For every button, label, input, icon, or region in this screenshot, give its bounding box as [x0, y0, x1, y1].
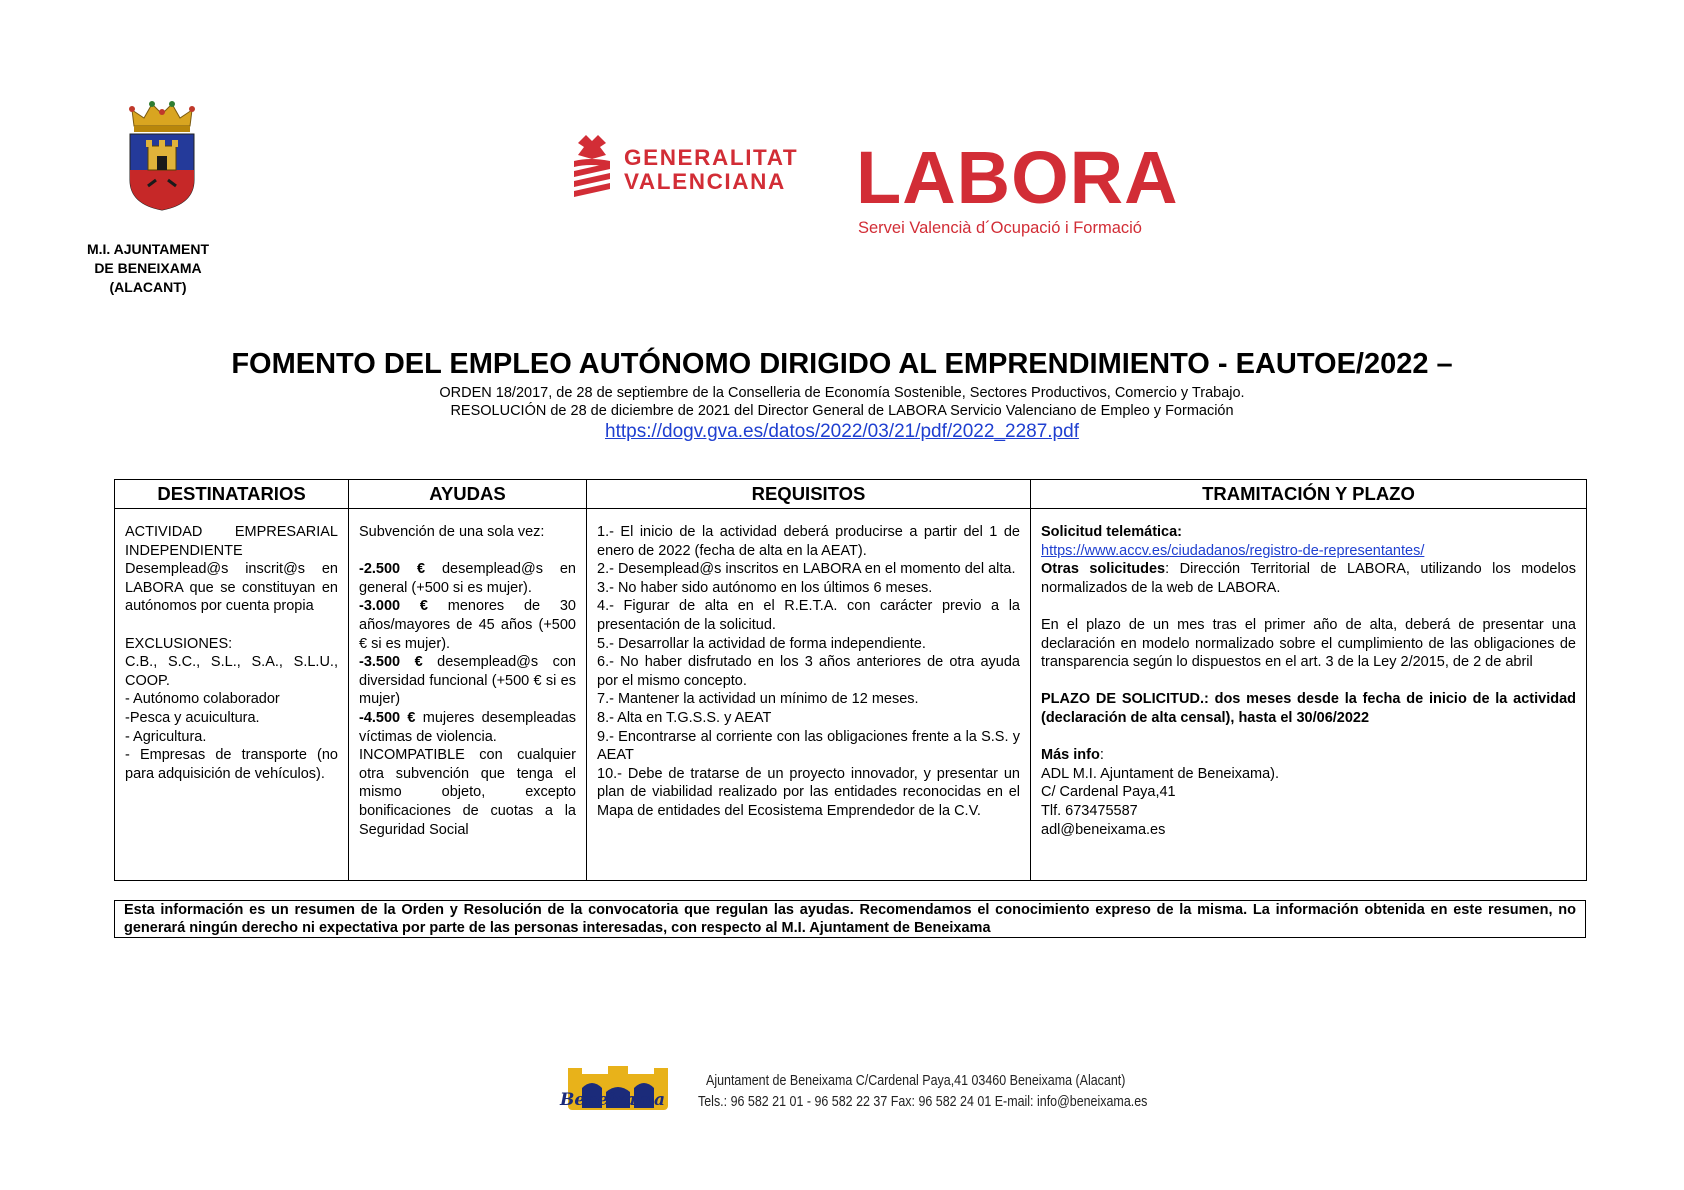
municipality-line: (ALACANT): [109, 279, 187, 295]
requisito-item: 3.- No haber sido autónomo en los últimos 6 meses.: [597, 579, 933, 596]
ayuda-item: [359, 709, 576, 746]
ayuda-amount: -3.000 €: [359, 598, 428, 615]
requisito-item: 6.- No haber disfrutado en los 3 años anteriores de otra ayuda por el mismo concepto.: [597, 654, 1020, 689]
generalitat-line1: GENERALITAT: [624, 145, 799, 170]
exclusions-title: EXCLUSIONES:: [125, 635, 233, 652]
telematica-link-wrapper: [1041, 542, 1576, 561]
dogv-link-wrapper: [0, 421, 1684, 443]
ayuda-text: menores de 30 años/mayores de 45 años (+500 € si es mujer).: [359, 598, 576, 652]
exclusion-item: C.B., S.C., S.L., S.A., S.L.U., COOP.: [125, 654, 338, 689]
municipality-name: [60, 240, 236, 297]
contact-line: Tlf. 673475587: [1041, 802, 1138, 819]
resolucion-reference: RESOLUCIÓN de 28 de diciembre de 2021 del Director General de LABORA Servicio Valenciano de Empleo y Formación: [450, 403, 1234, 419]
ayuda-text: desemplead@s con diversidad funcional (+500 € si es mujer): [359, 654, 576, 708]
accv-link[interactable]: https://www.accv.es/ciudadanos/registro-de-representantes/: [1041, 542, 1425, 559]
mas-info-colon: :: [1099, 747, 1104, 764]
ayuda-text: desemplead@s en general (+500 si es mujer).: [359, 561, 576, 596]
ayuda-amount: -4.500 €: [359, 709, 416, 726]
generalitat-line2: VALENCIANA: [624, 169, 786, 194]
generalitat-emblem-icon: [570, 133, 614, 203]
header-ayudas: AYUDAS: [349, 480, 587, 509]
table-row: [115, 509, 1587, 881]
contact-line: adl@beneixama.es: [1041, 821, 1166, 838]
requisito-item: 2.- Desemplead@s inscritos en LABORA en el momento del alta.: [597, 561, 1016, 578]
plazo-solicitud-text: PLAZO DE SOLICITUD.: dos meses desde la fecha de inicio de la actividad (declaración de alta censal), hasta el 30/06/2022: [1041, 691, 1576, 726]
ayudas-cell: [349, 509, 587, 881]
labora-logo: LABORA: [856, 136, 1179, 219]
ayuda-item: [359, 653, 576, 709]
exclusion-item: - Autónomo colaborador: [125, 691, 280, 708]
page-title: FOMENTO DEL EMPLEO AUTÓNOMO DIRIGIDO AL EMPRENDIMIENTO - EAUTOE/2022 –: [231, 348, 1453, 380]
destinatarios-intro: ACTIVIDAD EMPRESARIAL INDEPENDIENTE: [125, 524, 338, 559]
telematica-label-text: Solicitud telemática:: [1041, 524, 1183, 540]
orden-reference: ORDEN 18/2017, de 28 de septiembre de la Conselleria de Economía Sostenible, Sectores Productivos, Comercio y Trabajo.: [439, 385, 1245, 401]
plazo-text: En el plazo de un mes tras el primer año de alta, deberá de presentar una declaración en modelo normalizado sobre el cumplimiento de las obligaciones de transparencia según lo dispuestos en el art. 3 de la Ley 2/2015, de 2 de abril: [1041, 616, 1576, 671]
labora-subtitle: Servei Valencià d´Ocupació i Formació: [858, 219, 1142, 237]
ayuda-amount: -3.500 €: [359, 654, 423, 671]
requisito-item: 1.- El inicio de la actividad deberá producirse a partir del 1 de enero de 2022 (fecha de alta en la AEAT).: [597, 524, 1020, 559]
ayuda-amount: -2.500 €: [359, 561, 426, 578]
requisitos-cell: [587, 509, 1031, 881]
header-destinatarios: DESTINATARIOS: [115, 480, 349, 509]
ayuda-item: [359, 597, 576, 653]
requisito-item: 5.- Desarrollar la actividad de forma independiente.: [597, 635, 926, 652]
exclusion-item: - Agricultura.: [125, 728, 207, 745]
header-tramitacion: TRAMITACIÓN Y PLAZO: [1031, 480, 1587, 509]
otras-label: Otras solicitudes: [1041, 561, 1166, 578]
plazo-solicitud: [1041, 690, 1576, 727]
otras-solicitudes: [1041, 560, 1576, 597]
ayuda-text: mujeres desempleadas víctimas de violencia.: [359, 709, 576, 745]
footer-contact: Tels.: 96 582 21 01 - 96 582 22 37 Fax: 96 582 24 01 E-mail: info@beneixama.es: [698, 1094, 1148, 1110]
telematica-label: [1041, 523, 1576, 542]
footer-logo-text: Beneixama: [560, 1090, 665, 1110]
table-header-row: [115, 480, 1587, 509]
otras-text: : Dirección Territorial de LABORA, utilizando los modelos normalizados de la web de LABORA.: [1041, 561, 1576, 596]
municipality-line: DE BENEIXAMA: [94, 260, 202, 276]
incompatible-note: INCOMPATIBLE con cualquier otra subvención que tenga el mismo objeto, excepto bonificaciones de cuotas a la Seguridad Social: [359, 747, 576, 838]
header-requisitos: REQUISITOS: [587, 480, 1031, 509]
requisito-item: 7.- Mantener la actividad un mínimo de 12 meses.: [597, 691, 919, 708]
generalitat-wordmark: [624, 146, 798, 194]
requisito-item: 8.- Alta en T.G.S.S. y AEAT: [597, 709, 772, 726]
contact-line: C/ Cardenal Paya,41: [1041, 784, 1176, 801]
municipality-line: M.I. AJUNTAMENT: [86, 241, 210, 257]
destinatarios-desc: Desemplead@s inscrit@s en LABORA que se constituyan en autónomos por cuenta propia: [125, 561, 338, 615]
exclusion-item: -Pesca y acuicultura.: [125, 709, 260, 726]
ayudas-intro: Subvención de una sola vez:: [359, 524, 545, 540]
contact-line: ADL M.I. Ajuntament de Beneixama).: [1041, 765, 1280, 782]
footer-address: Ajuntament de Beneixama C/Cardenal Paya,41 03460 Beneixama (Alacant): [706, 1073, 1126, 1089]
coat-of-arms-icon: [126, 100, 198, 212]
info-table: [114, 479, 1587, 881]
destinatarios-cell: [115, 509, 349, 881]
exclusion-item: - Empresas de transporte (no para adquisición de vehículos).: [125, 747, 338, 782]
tramitacion-cell: [1031, 509, 1587, 881]
mas-info-label: Más info: [1041, 747, 1100, 764]
mas-info: [1041, 746, 1576, 765]
disclaimer-box: Esta información es un resumen de la Orden y Resolución de la convocatoria que regulan las ayudas. Recomendamos el conocimiento expreso de la misma. La información obtenida en este resumen, no generará ningún derecho ni expectativa por parte de las personas interesadas, con respecto al M.I. Ajuntament de Beneixama: [114, 900, 1586, 938]
ayuda-item: [359, 560, 576, 597]
requisito-item: 4.- Figurar de alta en el R.E.T.A. con carácter previo a la presentación de la solicitud.: [597, 598, 1020, 633]
requisito-item: 10.- Debe de tratarse de un proyecto innovador, y presentar un plan de viabilidad realizado por las entidades reconocidas en el Mapa de entidades del Ecosistema Emprendedor de la C.V.: [597, 765, 1020, 819]
dogv-link[interactable]: https://dogv.gva.es/datos/2022/03/21/pdf/2022_2287.pdf: [605, 421, 1079, 442]
requisito-item: 9.- Encontrarse al corriente con las obligaciones frente a la S.S. y AEAT: [597, 728, 1020, 764]
